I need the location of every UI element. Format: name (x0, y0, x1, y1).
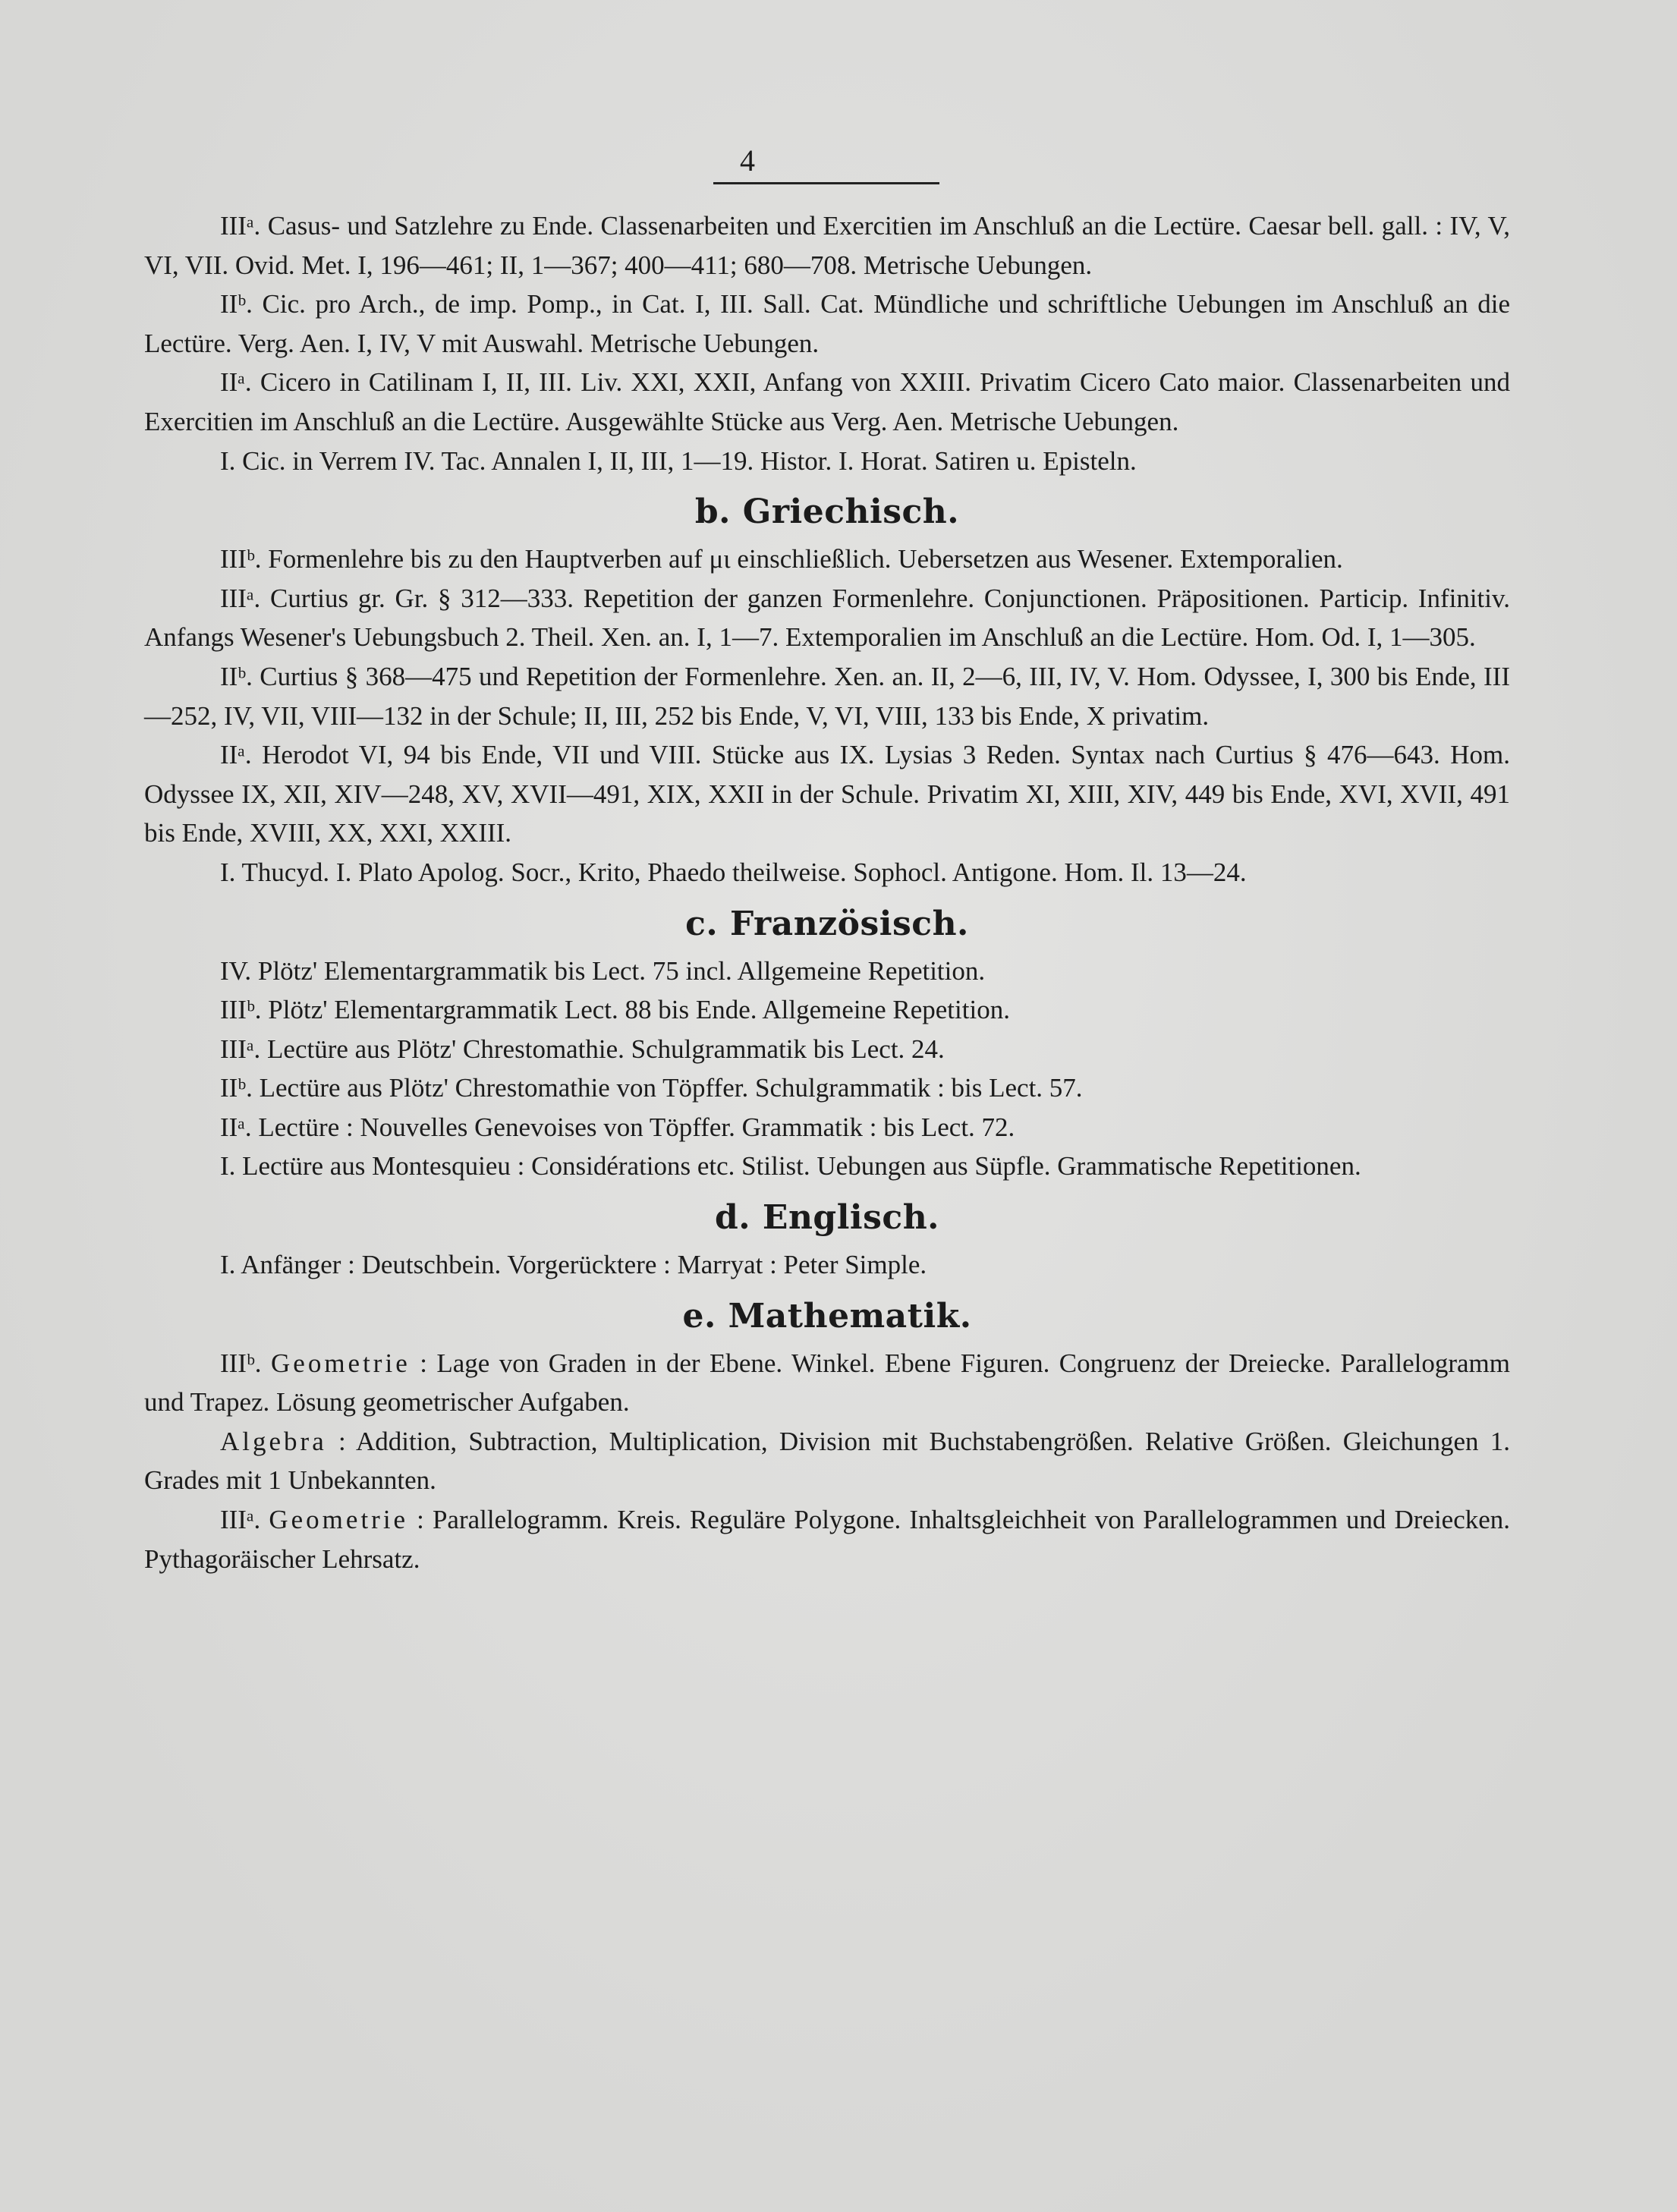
greek-paragraph: IIᵃ. Herodot VI, 94 bis Ende, VII und VIII. Stücke aus IX. Lysias 3 Reden. Syntax nach Curtius § 476—643. Hom. Odyssee IX, XII, XIV—248, XV, XVII—491, XIX, XXII in der Schule. Privatim XI, XIII, XIV, 449 bis Ende, XVI, XVII, 491 bis Ende, XVIII, XX, XXI, XXIII. (144, 740, 1510, 848)
section-heading-greek: b. Griechisch. (694, 492, 960, 532)
page-content (144, 206, 1510, 1578)
math-paragraph-geometrie-iiia (144, 1500, 1510, 1578)
greek-paragraph: IIIᵇ. Formenlehre bis zu den Hauptverben auf μι einschließlich. Uebersetzen aus Wesener. Extemporalien. (220, 544, 1343, 574)
section-heading-french: c. Französisch. (685, 904, 969, 943)
greek-paragraph: IIIᵃ. Curtius gr. Gr. § 312—333. Repetition der ganzen Formenlehre. Conjunctionen. Präpositionen. Particip. Infinitiv. Anfangs Wesener's Uebungsbuch 2. Theil. Xen. an. I, 1—7. Extemporalien im Anschluß an die Lectüre. Hom. Od. I, 1—305. (144, 583, 1510, 653)
math-paragraph-algebra (144, 1422, 1510, 1500)
greek-paragraph: I. Thucyd. I. Plato Apolog. Socr., Krito, Phaedo theilweise. Sophocl. Antigone. Hom. Il. 13—24. (220, 857, 1247, 887)
english-paragraph: I. Anfänger : Deutschbein. Vorgerücktere : Marryat : Peter Simple. (220, 1250, 927, 1280)
header-rule (713, 182, 939, 184)
french-paragraph: I. Lectüre aus Montesquieu : Considérations etc. Stilist. Uebungen aus Süpfle. Grammatische Repetitionen. (220, 1151, 1361, 1182)
french-paragraph: IIIᵃ. Lectüre aus Plötz' Chrestomathie. Schulgrammatik bis Lect. 24. (220, 1034, 945, 1064)
math-text: : Addition, Subtraction, Multiplication, Division mit Buchstabengrößen. Relative Größen. Gleichungen 1. Grades mit 1 Unbekannten. (144, 1426, 1511, 1496)
topic-label: Geometrie (271, 1348, 411, 1378)
section-heading-english: d. Englisch. (715, 1198, 939, 1238)
class-label: IIIᵃ. (220, 1505, 261, 1535)
math-paragraph-geometrie-iiib (144, 1344, 1510, 1422)
greek-paragraph: IIᵇ. Curtius § 368—475 und Repetition der Formenlehre. Xen. an. II, 2—6, III, IV, V. Hom. Odyssee, I, 300 bis Ende, III—252, IV, VII, VIII—132 in der Schule; II, III, 252 bis Ende, V, VI, VIII, 133 bis Ende, X privatim. (144, 661, 1510, 731)
math-text: : Parallelogramm. Kreis. Reguläre Polygone. Inhaltsgleichheit von Parallelogrammen und Dreiecken. Pythagoräischer Lehrsatz. (144, 1505, 1511, 1574)
latin-paragraph: IIᵇ. Cic. pro Arch., de imp. Pomp., in Cat. I, III. Sall. Cat. Mündliche und schriftliche Uebungen im Anschluß an die Lectüre. Verg. Aen. I, IV, V mit Auswahl. Metrische Uebungen. (144, 289, 1510, 358)
page-number: 4 (740, 143, 755, 178)
french-paragraph: IIᵃ. Lectüre : Nouvelles Genevoises von Töpffer. Grammatik : bis Lect. 72. (220, 1112, 1015, 1142)
class-label: IIIᵇ. (220, 1348, 262, 1378)
latin-paragraph: IIIᵃ. Casus- und Satzlehre zu Ende. Classenarbeiten und Exercitien im Anschluß an die Lectüre. Caesar bell. gall. : IV, V, VI, VII. Ovid. Met. I, 196—461; II, 1—367; 400—411; 680—708. Metrische Uebungen. (144, 211, 1510, 280)
math-text: : Lage von Graden in der Ebene. Winkel. Ebene Figuren. Congruenz der Dreiecke. Parallelogramm und Trapez. Lösung geometrischer Aufgaben. (144, 1348, 1511, 1418)
latin-paragraph: IIᵃ. Cicero in Catilinam I, II, III. Liv. XXI, XXII, Anfang von XXIII. Privatim Cicero Cato maior. Classenarbeiten und Exercitien im Anschluß an die Lectüre. Ausgewählte Stücke aus Verg. Aen. Metrische Uebungen. (144, 367, 1510, 436)
french-paragraph: IIIᵇ. Plötz' Elementargrammatik Lect. 88 bis Ende. Allgemeine Repetition. (220, 995, 1010, 1025)
section-heading-math: e. Mathematik. (682, 1296, 972, 1336)
latin-paragraph: I. Cic. in Verrem IV. Tac. Annalen I, II, III, 1—19. Histor. I. Horat. Satiren u. Episteln. (220, 445, 1137, 476)
topic-label: Geometrie (269, 1505, 409, 1535)
topic-label: Algebra (220, 1426, 327, 1456)
french-paragraph: IIᵇ. Lectüre aus Plötz' Chrestomathie von Töpffer. Schulgrammatik : bis Lect. 57. (220, 1073, 1083, 1103)
french-paragraph: IV. Plötz' Elementargrammatik bis Lect. 75 incl. Allgemeine Repetition. (220, 955, 986, 986)
